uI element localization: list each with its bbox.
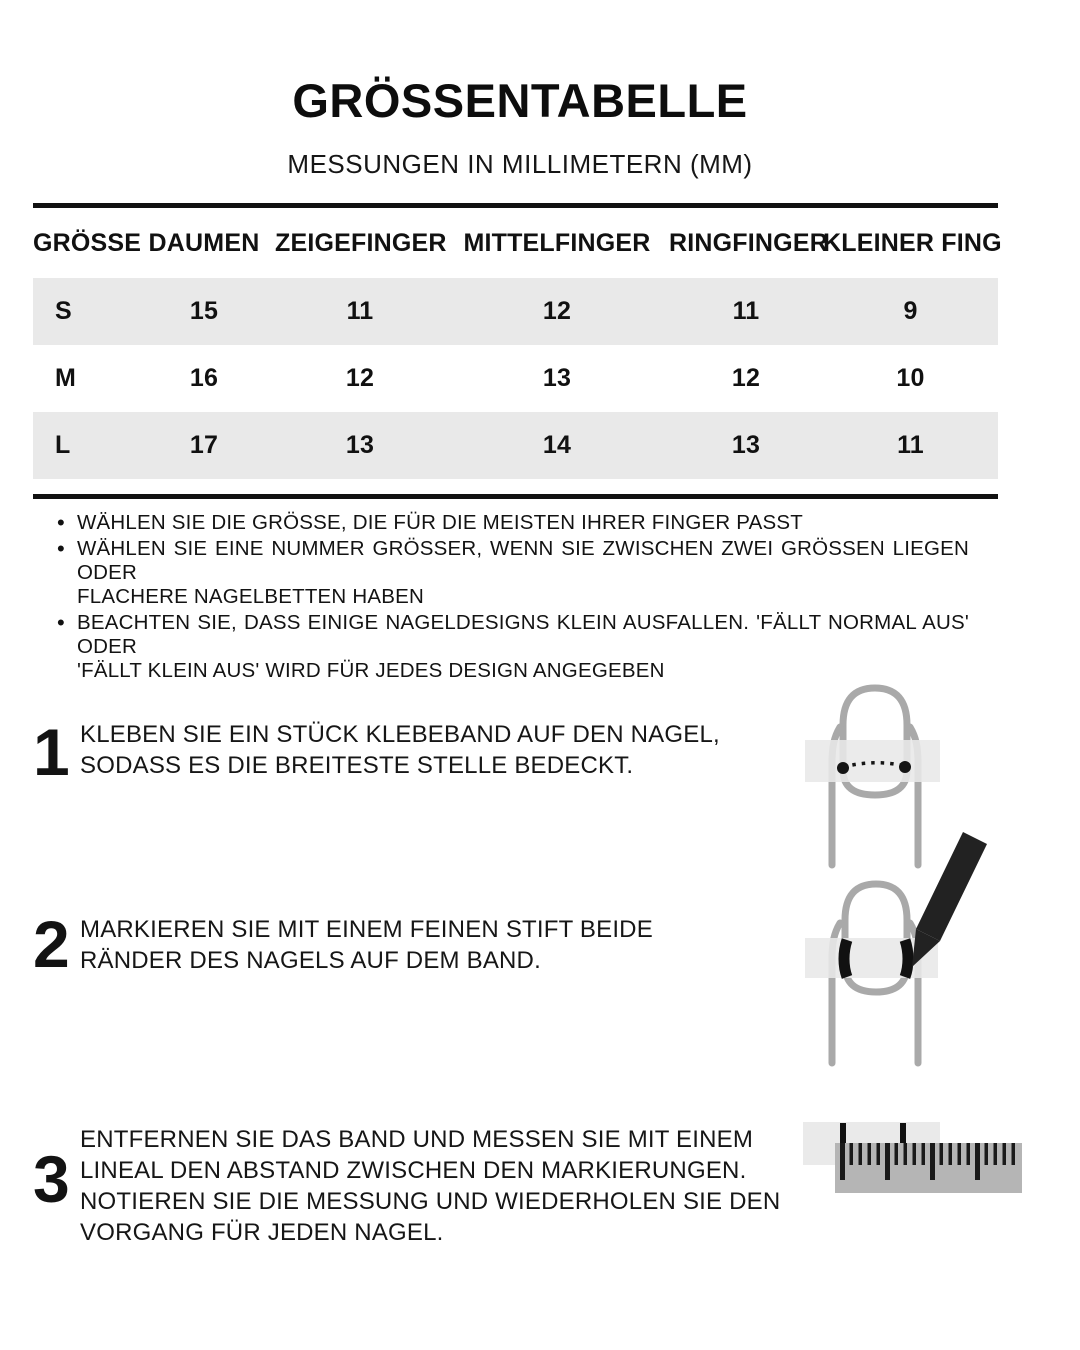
tape-strip [805, 740, 940, 782]
measurement-value: 13 [731, 431, 761, 459]
step-text-line: LINEAL DEN ABSTAND ZWISCHEN DEN MARKIERUNGEN. [80, 1157, 747, 1184]
column-header-ring: RINGFINGER [669, 228, 828, 257]
measurement-value: 12 [345, 364, 375, 392]
page-title: GRÖSSENTABELLE [292, 74, 748, 127]
step-text-line: MARKIEREN SIE MIT EINEM FEINEN STIFT BEIDE [80, 916, 653, 943]
step-3-text [80, 1124, 780, 1248]
ruler-measure-illustration [795, 1110, 1035, 1205]
finger-pen-marking-illustration [788, 820, 1028, 1085]
measurement-value: 11 [732, 297, 760, 325]
measure-dot-right [899, 761, 911, 773]
step-2-text [80, 914, 653, 976]
step-text-line: VORGANG FÜR JEDEN NAGEL. [80, 1219, 444, 1246]
measurement-value: 11 [346, 297, 374, 325]
measurement-value: 13 [345, 431, 375, 459]
measurement-value: 10 [896, 364, 925, 392]
bottom-divider [33, 494, 998, 499]
step-1-number: 1 [33, 715, 70, 789]
table-row-l [33, 412, 998, 479]
note-text: • WÄHLEN SIE EINE NUMMER GRÖSSER, WENN SIE ZWISCHEN ZWEI GRÖSSEN LIEGEN ODER [77, 537, 969, 584]
note-item [33, 537, 969, 609]
step-1 [33, 715, 720, 789]
column-header-size: GRÖSSE [33, 228, 142, 257]
column-header-pinky: KLEINER FING [823, 228, 1002, 257]
measurement-value: 12 [731, 364, 761, 392]
table-header-row [33, 208, 1002, 278]
measurement-value: 9 [903, 297, 918, 325]
table-row-s [33, 278, 998, 345]
measurement-value: 16 [189, 364, 219, 392]
step-text-line: SODASS ES DIE BREITESTE STELLE BEDECKT. [80, 752, 634, 779]
step-text-line: ENTFERNEN SIE DAS BAND UND MESSEN SIE MIT EINEM [80, 1126, 754, 1153]
measurement-value: 11 [897, 431, 924, 459]
measurement-value: 13 [542, 364, 572, 392]
measurement-value: 17 [189, 431, 219, 459]
page-subtitle: MESSUNGEN IN MILLIMETERN (MM) [287, 149, 753, 179]
size-label: L [55, 431, 71, 459]
note-text: • BEACHTEN SIE, DASS EINIGE NAGELDESIGNS KLEIN AUSFALLEN. 'FÄLLT NORMAL AUS' ODER [77, 611, 969, 658]
note-text: 'FÄLLT KLEIN AUS' WIRD FÜR JEDES DESIGN ANGEGEBEN [77, 659, 665, 682]
note-text: FLACHERE NAGELBETTEN HABEN [77, 585, 424, 608]
step-2 [33, 907, 653, 981]
column-header-middle: MITTELFINGER [463, 228, 651, 257]
measurement-value: 15 [189, 297, 219, 325]
size-label: M [55, 364, 77, 392]
fit-notes [33, 511, 969, 685]
step-text-line: NOTIEREN SIE DIE MESSUNG UND WIEDERHOLEN SIE DEN [80, 1188, 781, 1215]
step-text-line: RÄNDER DES NAGELS AUF DEM BAND. [80, 947, 541, 974]
measure-dot-left [837, 762, 849, 774]
step-text-line: KLEBEN SIE EIN STÜCK KLEBEBAND AUF DEN NAGEL, [80, 721, 720, 748]
column-header-thumb: DAUMEN [148, 228, 260, 257]
measurement-value: 14 [542, 431, 572, 459]
step-3-number: 3 [33, 1142, 70, 1216]
marker-pen-icon [912, 832, 987, 967]
column-header-index: ZEIGEFINGER [275, 228, 447, 257]
step-1-text [80, 719, 720, 781]
measurement-value: 12 [542, 297, 572, 325]
note-item [33, 511, 969, 535]
size-table [33, 208, 1002, 479]
note-text: • WÄHLEN SIE DIE GRÖSSE, DIE FÜR DIE MEISTEN IHRER FINGER PASST [77, 511, 804, 534]
table-row-m [33, 345, 998, 412]
step-2-number: 2 [33, 907, 70, 981]
step-3 [33, 1124, 780, 1248]
size-label: S [55, 297, 72, 325]
